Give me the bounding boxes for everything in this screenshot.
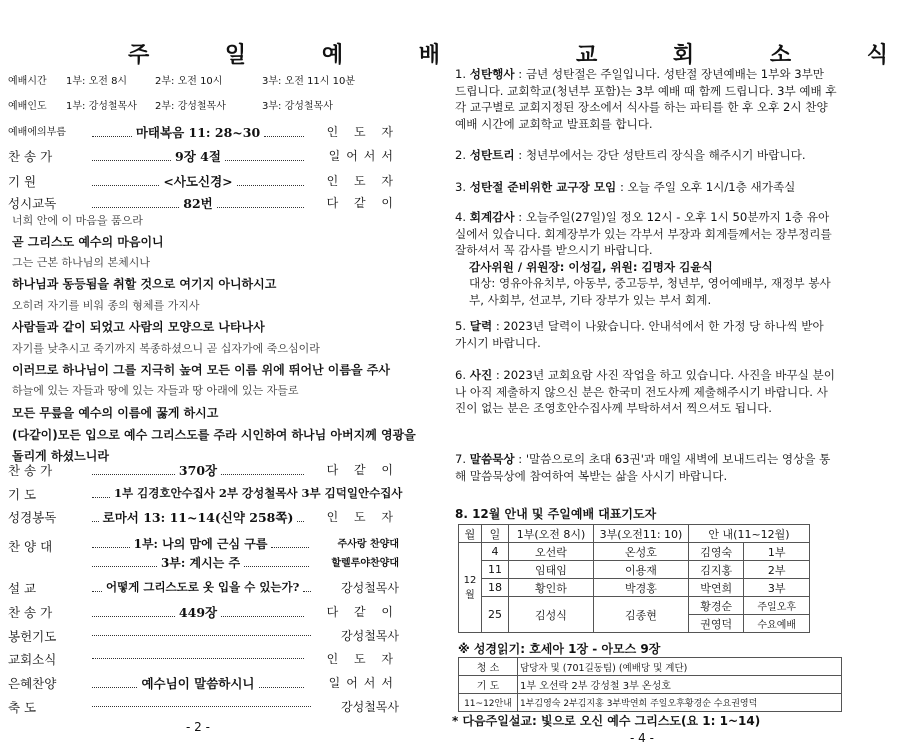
table-cell: 김영숙 — [689, 543, 744, 561]
table-cell: 11 — [482, 561, 509, 579]
table-cell: 이용재 — [594, 561, 689, 579]
order-right: 다 같 이 — [326, 196, 399, 210]
choir-hymn: 1부: 나의 맘에 근심 구름 — [133, 537, 268, 551]
table-cell: 황인하 — [509, 579, 594, 597]
service-time-label: 예배시간 — [8, 76, 47, 87]
left-page-number: - 2 - — [186, 720, 210, 734]
order-row — [8, 577, 403, 597]
news-number: 2. — [455, 148, 467, 162]
order-row — [8, 170, 403, 190]
order-right: 다 같 이 — [326, 605, 399, 619]
next-sermon: * 다음주일설교: 빛으로 오신 예수 그리스도(요 1: 1~14) — [452, 714, 761, 728]
reading-congregation-line: 모든 무릎을 예수의 이름에 꿇게 하시고 — [12, 406, 219, 420]
reading-leader-line: 그는 근본 하나님의 본체시나 — [12, 256, 151, 269]
right-page-number: - 4 - — [630, 731, 654, 745]
table-cell: 2부 — [744, 561, 810, 579]
news-body: : 오늘 주일 오후 1시/1층 새가족실 — [616, 180, 796, 194]
order-row — [8, 121, 403, 141]
order-text: 어떻게 그리스도로 옷 입을 수 있는가? — [106, 580, 300, 594]
order-right: 일어서서 — [328, 149, 399, 163]
news-item-6 — [455, 367, 838, 417]
table-header-row — [459, 525, 810, 543]
order-label: 찬 송 가 — [8, 605, 53, 620]
table-cell: 박연희 — [689, 579, 744, 597]
table-cell-month: 12월 — [459, 543, 482, 633]
order-right: 일어서서 — [328, 676, 399, 690]
order-text: 370장 — [178, 463, 218, 478]
table-cell: 1부 — [744, 543, 810, 561]
reading-leader-line: 오히려 자기를 비워 종의 형체를 가지사 — [12, 299, 200, 312]
table-cell: 담당자 및 (701길동팀) (예배당 및 계단) — [518, 658, 842, 676]
table-cell: 기 도 — [459, 676, 518, 694]
prayer-schedule-table — [458, 524, 810, 633]
news-number: 1. — [455, 67, 467, 81]
choir-label: 찬 양 대 — [8, 539, 53, 554]
news-item-5 — [455, 318, 838, 351]
order-label: 기 도 — [8, 487, 37, 502]
order-row — [8, 192, 403, 212]
news-body: : '말씀으로의 초대 63권'과 매일 새벽에 보내드리는 영상을 통해 말씀묵상에 참여하여 복받는 삶을 사시기 바랍니다. — [455, 452, 831, 483]
order-text: 82번 — [183, 196, 213, 211]
news-head: 성탄트리 — [469, 148, 515, 162]
order-label: 찬 송 가 — [8, 463, 53, 478]
table-cell: 김종현 — [594, 597, 689, 633]
reading-congregation-line: (다같이)모든 입으로 예수 그리스도를 주라 시인하여 하나님 아버지께 영광을 — [12, 428, 416, 442]
reading-leader-line: 자기를 낮추시고 죽기까지 복종하셨으니 곧 십자가에 죽으심이라 — [12, 342, 320, 355]
table-cell: 김성식 — [509, 597, 594, 633]
order-label: 성경봉독 — [8, 510, 57, 525]
order-text: <사도신경> — [163, 174, 233, 189]
order-row — [8, 459, 403, 479]
order-row — [8, 696, 403, 716]
audit-committee: 감사위원 / 위원장: 이성길, 위원: 김명자 김윤식 — [469, 259, 713, 274]
news-number: 6. — [455, 368, 467, 382]
reading-leader-line: 너희 안에 이 마음을 품으라 — [12, 214, 143, 227]
table-cell: 권영덕 — [689, 615, 744, 633]
service-leader-2: 2부: 강성철목사 — [155, 101, 226, 112]
section-8-title: 8. 12월 안내 및 주일예배 대표기도자 — [455, 507, 657, 521]
order-right: 인 도 자 — [326, 652, 399, 666]
order-row — [8, 506, 403, 526]
table-cell: 박경홍 — [594, 579, 689, 597]
news-number: 4. — [455, 210, 467, 224]
reading-congregation-line: 곧 그리스도 예수의 마음이니 — [12, 235, 164, 249]
table-cell: 수요예배 — [744, 615, 810, 633]
news-head: 달력 — [469, 319, 493, 333]
table-header: 일 — [482, 525, 509, 543]
table-cell: 4 — [482, 543, 509, 561]
order-text: 1부 김경호안수집사 2부 강성철목사 3부 김덕일안수집사 — [114, 486, 403, 500]
table-header: 1부(오전 8시) — [509, 525, 594, 543]
news-body: : 금년 성탄절은 주일입니다. 성탄절 장년예배는 1부와 3부만 드립니다. 교회학교(청년부 포함)는 3부 예배 때 함께 드립니다. 3부 예배 후 각 교구별로 교회지정된 장소에서 식사를 하는 파티를 한 후 오후 2시 찬양예배 시간에 교회학교 발표회를 합니다. — [455, 67, 837, 131]
table-header: 월 — [459, 525, 482, 543]
choir-row — [8, 552, 403, 572]
news-head: 성탄행사 — [469, 67, 515, 81]
table-header: 안 내(11~12월) — [689, 525, 810, 543]
table-row — [459, 543, 810, 561]
order-text: 로마서 13: 11~14(신약 258쪽) — [102, 510, 294, 525]
news-head: 사진 — [469, 368, 493, 382]
news-head: 회계감사 — [469, 210, 515, 224]
news-body: : 2023년 달력이 나왔습니다. 안내석에서 한 가정 당 하나씩 받아 가시기 바랍니다. — [455, 319, 824, 350]
service-leader-3: 3부: 강성철목사 — [262, 101, 333, 112]
order-right: 인 도 자 — [326, 510, 399, 524]
table-cell: 김지홍 — [689, 561, 744, 579]
service-leader-1: 1부: 강성철목사 — [66, 101, 137, 112]
reading-congregation-line: 사람들과 같이 되었고 사람의 모양으로 나타나사 — [12, 320, 265, 334]
service-time-3: 3부: 오전 11시 10분 — [262, 76, 356, 87]
news-body: : 오늘주일(27일)일 정오 12시 - 오후 1시 50분까지 1층 유아실에서 있습니다. 회계장부가 있는 각부서 부장과 회계들께서는 장부정리를 잘하셔서 꼭 감사를 받으시기 바랍니다. — [455, 210, 832, 257]
order-text: 9장 4절 — [175, 149, 221, 164]
table-cell: 3부 — [744, 579, 810, 597]
table-cell: 25 — [482, 597, 509, 633]
service-time-1: 1부: 오전 8시 — [66, 76, 128, 87]
order-row — [8, 145, 403, 165]
table-row — [459, 597, 810, 615]
news-head: 말씀묵상 — [469, 452, 515, 466]
order-row — [8, 625, 403, 645]
order-right: 다 같 이 — [326, 463, 399, 477]
news-body: : 청년부에서는 강단 성탄트리 장식을 해주시기 바랍니다. — [514, 148, 806, 162]
order-row — [8, 601, 403, 621]
service-time-2: 2부: 오전 10시 — [155, 76, 223, 87]
news-item-1 — [455, 66, 838, 132]
news-body: : 2023년 교회요람 사진 작업을 하고 있습니다. 사진을 바꾸실 분이나 아직 제출하지 않으신 분은 한국미 전도사께 제출해주시기 바랍니다. 사진이 없는 분은 조영호안수집사께 부탁하셔서 찍으셔도 됩니다. — [455, 368, 835, 415]
order-right: 인 도 자 — [326, 174, 399, 188]
table-cell: 임태임 — [509, 561, 594, 579]
order-label: 은혜찬양 — [8, 676, 57, 691]
table-header: 3부(오전11: 10) — [594, 525, 689, 543]
audit-targets: 대상: 영유아유치부, 아동부, 중고등부, 청년부, 영어예배부, 재정부 봉사부, 사회부, 선교부, 기타 장부가 있는 부서 회계. — [469, 276, 831, 307]
news-item-3 — [455, 179, 838, 196]
order-label: 찬 송 가 — [8, 149, 53, 164]
choir-name: 주사랑 찬양대 — [337, 539, 399, 550]
order-label: 설 교 — [8, 581, 37, 596]
news-item-4 — [455, 209, 838, 308]
order-label: 교회소식 — [8, 652, 57, 667]
order-right: 강성철목사 — [341, 700, 399, 714]
bible-reading: ※ 성경읽기: 호세아 1장 - 아모스 9장 — [458, 642, 661, 656]
table-row — [459, 658, 842, 676]
table-row — [459, 676, 842, 694]
table-cell: 청 소 — [459, 658, 518, 676]
choir-row — [8, 533, 403, 553]
news-head: 성탄절 준비위한 교구장 모임 — [469, 180, 617, 194]
table-cell: 주일오후 — [744, 597, 810, 615]
order-row — [8, 648, 403, 668]
table-row — [459, 561, 810, 579]
order-right: 강성철목사 — [341, 629, 399, 643]
left-title: 주 일 예 배 — [128, 42, 474, 68]
order-right: 인 도 자 — [326, 125, 399, 139]
right-title: 교 회 소 식 — [576, 42, 922, 68]
table-cell: 1부 오선락 2부 강성철 3부 온성호 — [518, 676, 842, 694]
table-cell: 1부김영숙 2부김지홍 3부박연희 주일오후황경순 수요권영덕 — [518, 694, 842, 712]
order-text: 449장 — [178, 605, 218, 620]
order-text: 마태복음 11: 28~30 — [135, 125, 261, 140]
duty-table — [458, 657, 842, 712]
table-row — [459, 694, 842, 712]
table-cell: 황경순 — [689, 597, 744, 615]
news-number: 5. — [455, 319, 467, 333]
order-label: 축 도 — [8, 700, 37, 715]
choir-hymn: 3부: 계시는 주 — [160, 556, 241, 570]
reading-congregation-line: 돌리게 하셨느니라 — [12, 449, 109, 463]
reading-congregation-line: 이러므로 하나님이 그를 지극히 높여 모든 이름 위에 뛰어난 이름을 주사 — [12, 363, 390, 377]
reading-leader-line: 하늘에 있는 자들과 땅에 있는 자들과 땅 아래에 있는 자들로 — [12, 384, 299, 397]
order-row — [8, 672, 403, 692]
table-cell: 오선락 — [509, 543, 594, 561]
news-number: 7. — [455, 452, 467, 466]
news-item-7 — [455, 451, 838, 484]
service-leader-label: 예배인도 — [8, 101, 47, 112]
table-cell: 온성호 — [594, 543, 689, 561]
order-label: 성시교독 — [8, 196, 57, 211]
order-label: 기 원 — [8, 174, 37, 189]
table-cell: 11~12안내 — [459, 694, 518, 712]
order-row — [8, 483, 403, 503]
news-item-2 — [455, 147, 838, 164]
order-label: 봉헌기도 — [8, 629, 57, 644]
reading-congregation-line: 하나님과 동등됨을 취할 것으로 여기지 아니하시고 — [12, 277, 277, 291]
news-number: 3. — [455, 180, 467, 194]
table-cell: 18 — [482, 579, 509, 597]
choir-name: 할렐루야찬양대 — [331, 558, 399, 569]
table-row — [459, 579, 810, 597]
order-right: 강성철목사 — [341, 581, 399, 595]
order-label: 예배에의부름 — [8, 127, 66, 138]
order-text: 예수님이 말씀하시니 — [141, 676, 255, 691]
